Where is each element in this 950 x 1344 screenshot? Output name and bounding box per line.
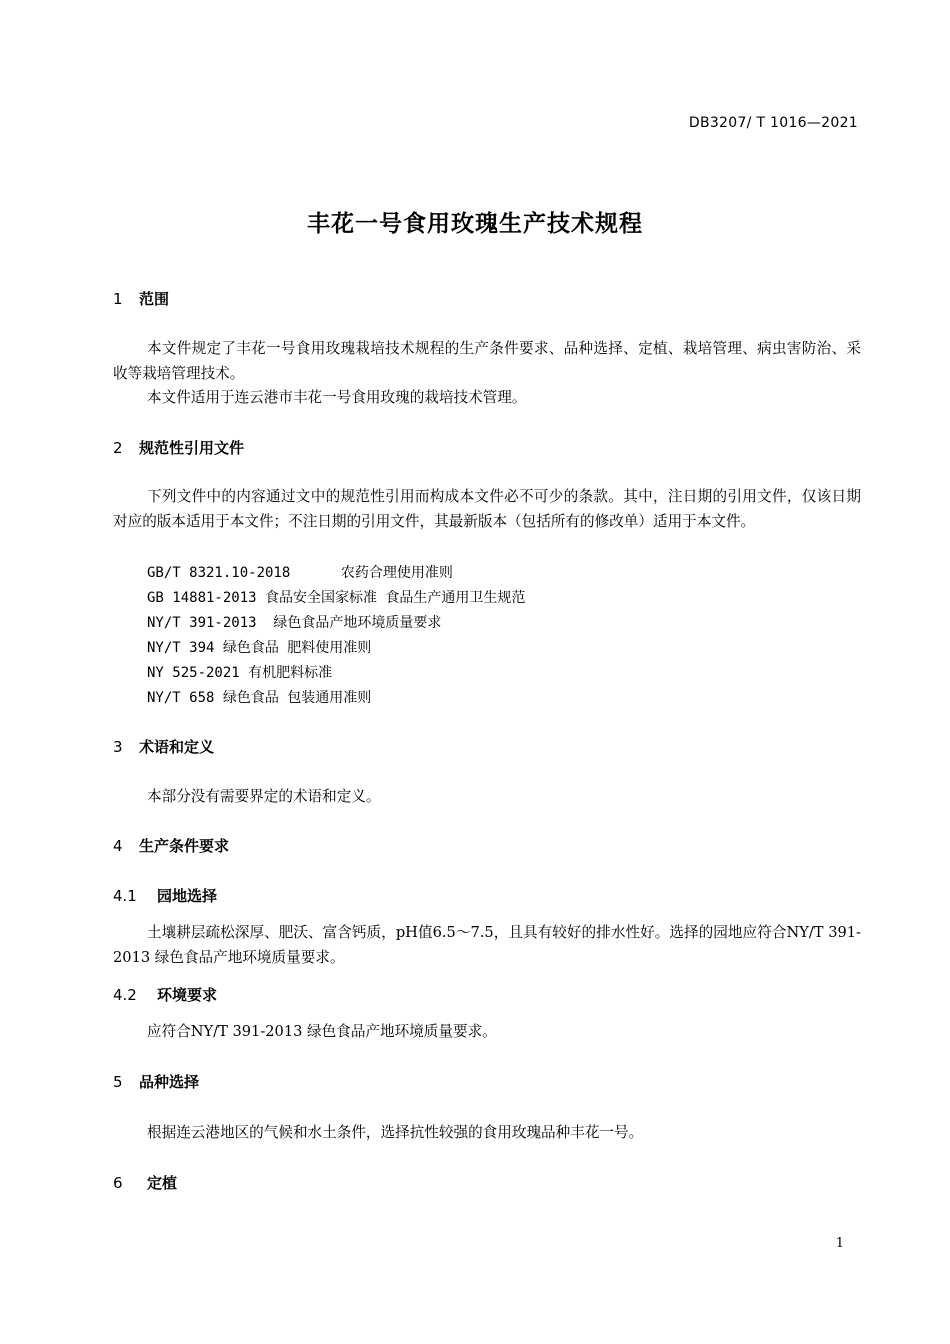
section-title: 生产条件要求 bbox=[139, 837, 230, 855]
section-title: 规范性引用文件 bbox=[139, 439, 245, 457]
section-number: 4.2 bbox=[113, 986, 137, 1004]
section-title: 术语和定义 bbox=[139, 738, 215, 756]
section-5-heading bbox=[113, 1071, 199, 1092]
reference-item: NY 525-2021 有机肥料标准 bbox=[147, 665, 333, 681]
section-6-heading bbox=[113, 1172, 177, 1193]
section-number: 4.1 bbox=[113, 887, 137, 905]
section-title: 范围 bbox=[139, 290, 170, 308]
section-1-paragraph-1: 本文件规定了丰花一号食用玫瑰栽培技术规程的生产条件要求、品种选择、定植、栽培管理、病虫害防治、采收等栽培管理技术。 bbox=[113, 340, 861, 382]
section-title: 品种选择 bbox=[139, 1073, 200, 1091]
section-4-2-paragraph-1: 应符合NY/T 391-2013 绿色食品产地环境质量要求。 bbox=[147, 1023, 497, 1040]
section-number: 4 bbox=[113, 837, 123, 855]
section-number: 1 bbox=[113, 290, 123, 308]
reference-item: NY/T 391-2013 绿色食品产地环境质量要求 bbox=[147, 615, 442, 631]
reference-item: GB/T 8321.10-2018 农药合理使用准则 bbox=[147, 565, 453, 581]
section-4-1-paragraph-1: 土壤耕层疏松深厚、肥沃、富含钙质，pH值6.5～7.5，且具有较好的排水性好。选择的园地应符合NY/T 391-2013 绿色食品产地环境质量要求。 bbox=[113, 924, 861, 966]
reference-item: GB 14881-2013 食品安全国家标准 食品生产通用卫生规范 bbox=[147, 590, 526, 606]
section-number: 2 bbox=[113, 439, 123, 457]
section-number: 3 bbox=[113, 738, 123, 756]
section-5-paragraph-1: 根据连云港地区的气候和水土条件，选择抗性较强的食用玫瑰品种丰花一号。 bbox=[147, 1124, 644, 1141]
page-number: 1 bbox=[835, 1236, 844, 1251]
section-title: 定植 bbox=[147, 1174, 178, 1192]
section-3-paragraph-1: 本部分没有需要界定的术语和定义。 bbox=[147, 788, 381, 805]
section-2-paragraph-1: 下列文件中的内容通过文中的规范性引用而构成本文件必不可少的条款。其中，注日期的引用文件，仅该日期对应的版本适用于本文件；不注日期的引用文件，其最新版本（包括所有的修改单）适用于本文件。 bbox=[113, 488, 861, 530]
section-3-heading bbox=[113, 736, 214, 757]
section-title: 园地选择 bbox=[157, 887, 218, 905]
document-code: DB3207/ T 1016—2021 bbox=[688, 115, 858, 131]
section-4-heading bbox=[113, 835, 229, 856]
section-1-heading bbox=[113, 288, 169, 309]
section-number: 5 bbox=[113, 1073, 123, 1091]
section-number: 6 bbox=[113, 1174, 123, 1192]
document-title: 丰花一号食用玫瑰生产技术规程 bbox=[307, 211, 643, 237]
section-4-1-heading bbox=[113, 885, 217, 906]
section-title: 环境要求 bbox=[157, 986, 218, 1004]
section-1-paragraph-2: 本文件适用于连云港市丰花一号食用玫瑰的栽培技术管理。 bbox=[147, 389, 527, 406]
section-2-heading bbox=[113, 437, 244, 458]
reference-item: NY/T 658 绿色食品 包装通用准则 bbox=[147, 690, 372, 706]
reference-item: NY/T 394 绿色食品 肥料使用准则 bbox=[147, 640, 372, 656]
section-4-2-heading bbox=[113, 984, 217, 1005]
